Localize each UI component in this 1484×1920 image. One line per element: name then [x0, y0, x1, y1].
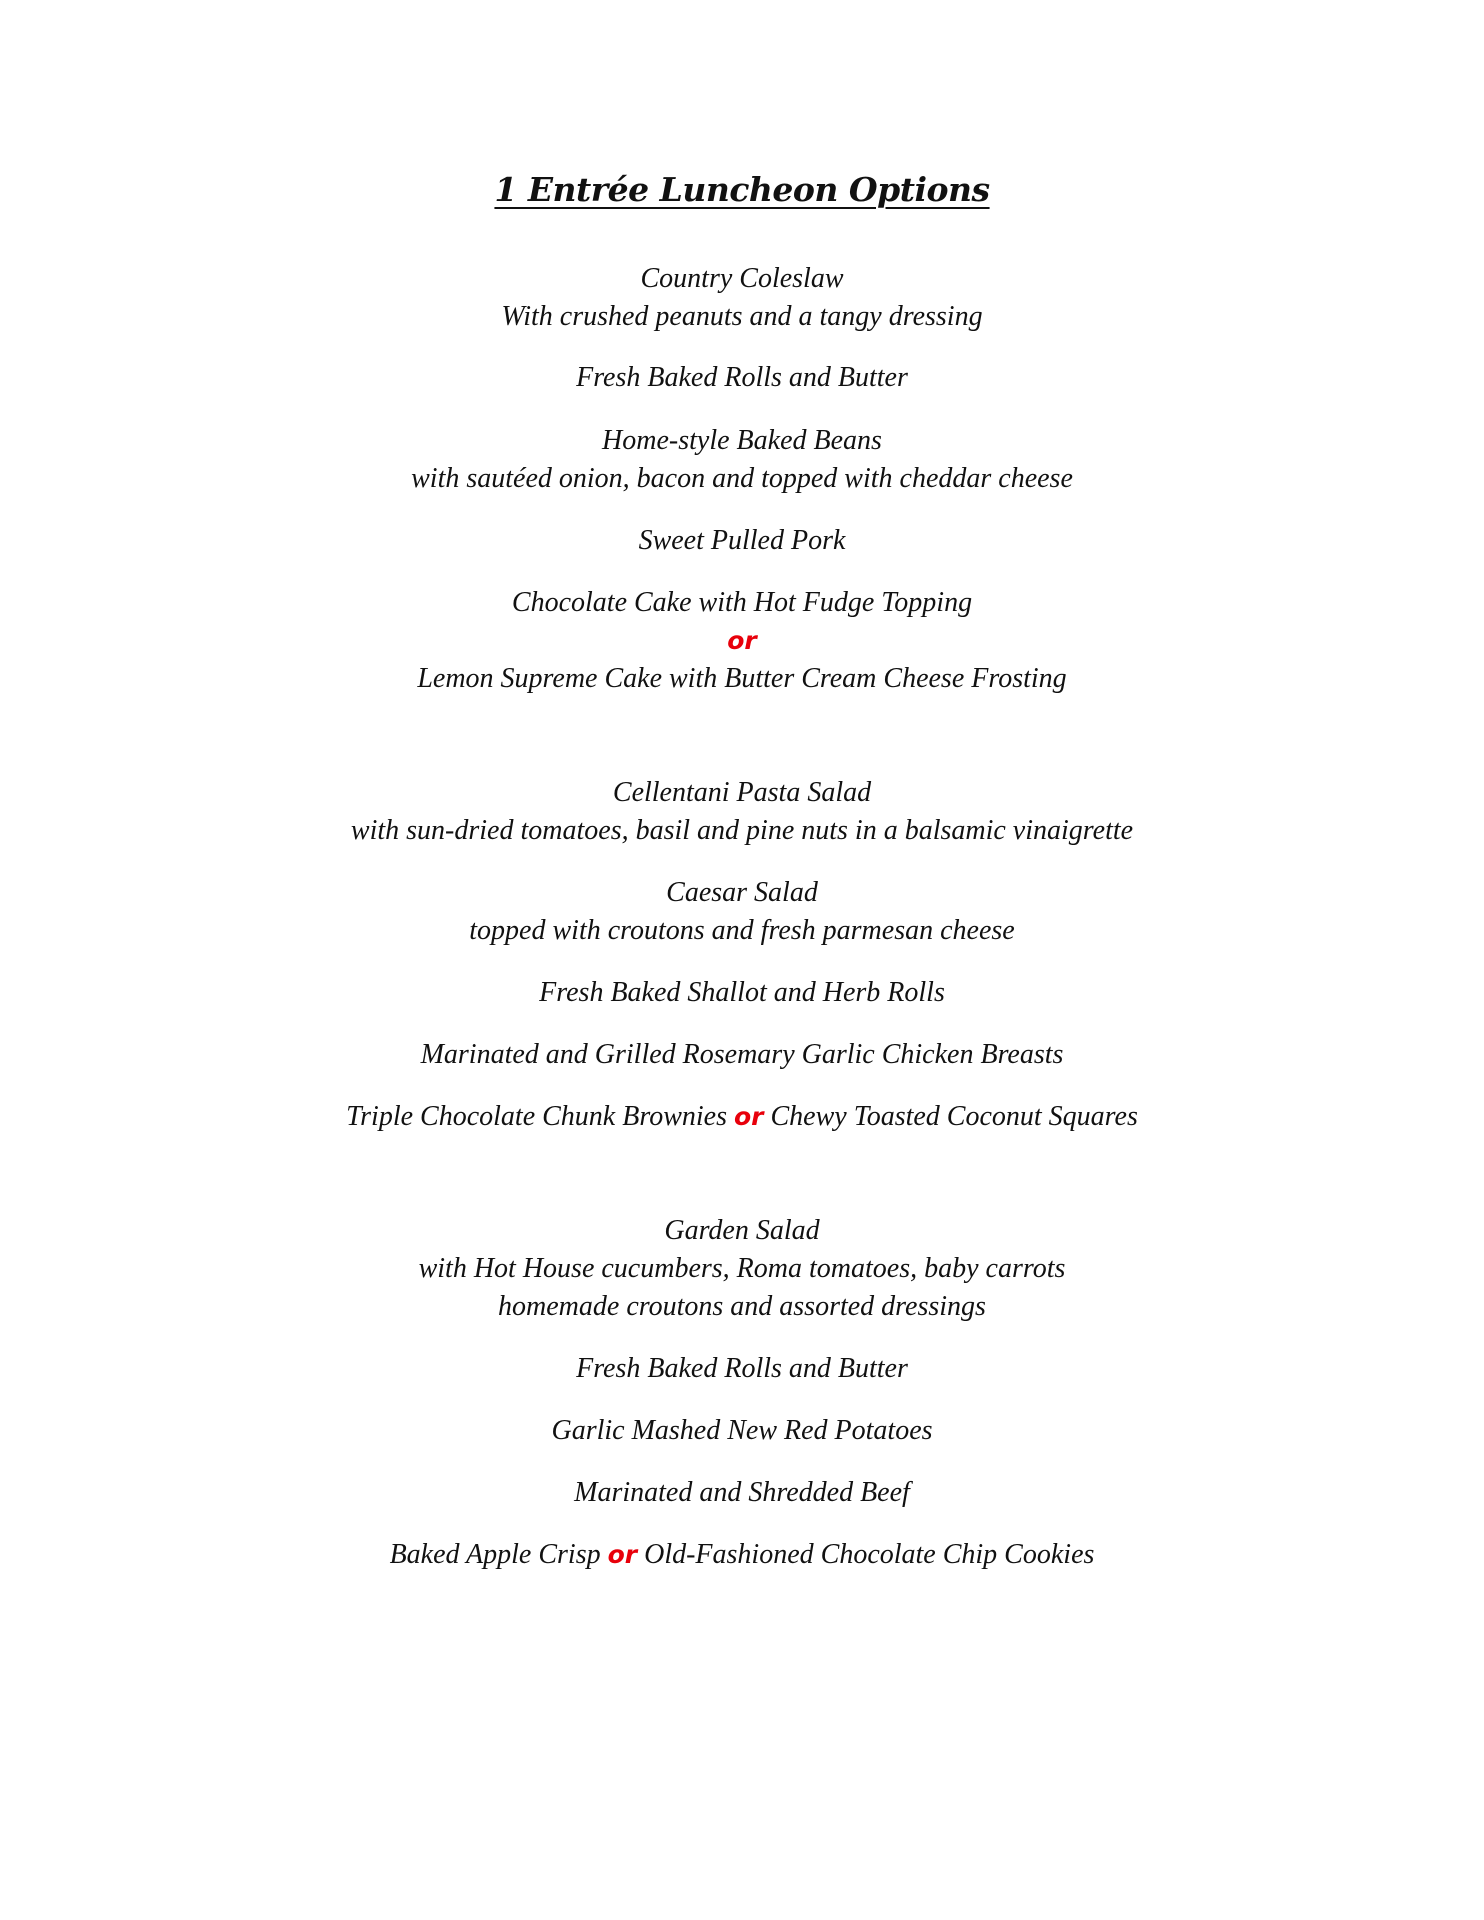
or-label: or — [727, 626, 757, 655]
menu3-dessert-line — [0, 1536, 1484, 1574]
menu3-salad-desc-1: with Hot House cucumbers, Roma tomatoes, baby carrots — [418, 1253, 1066, 1284]
menu2-caesar-desc: topped with croutons and fresh parmesan cheese — [469, 915, 1015, 946]
menu3-entree: Marinated and Shredded Beef — [574, 1477, 910, 1508]
page-title: 1 Entrée Luncheon Options — [494, 170, 990, 209]
menu2-dessert-line — [0, 1098, 1484, 1136]
menu2-entree: Marinated and Grilled Rosemary Garlic Chicken Breasts — [420, 1039, 1064, 1070]
menu3-salad: Garden Salad — [664, 1215, 820, 1246]
menu3-dessert-a: Baked Apple Crisp — [389, 1539, 601, 1570]
menu2-pasta: Cellentani Pasta Salad — [612, 777, 872, 808]
or-label: or — [607, 1540, 638, 1569]
menu1-entree: Sweet Pulled Pork — [638, 525, 846, 556]
menu1-beans-desc: with sautéed onion, bacon and topped with cheddar cheese — [411, 463, 1073, 494]
menu3-side: Garlic Mashed New Red Potatoes — [551, 1415, 933, 1446]
menu2-rolls: Fresh Baked Shallot and Herb Rolls — [539, 977, 945, 1008]
menu1-dessert-b: Lemon Supreme Cake with Butter Cream Cheese Frosting — [417, 663, 1067, 694]
menu1-rolls: Fresh Baked Rolls and Butter — [576, 362, 908, 393]
menu2-dessert-a: Triple Chocolate Chunk Brownies — [346, 1101, 727, 1132]
menu2-dessert-b: Chewy Toasted Coconut Squares — [770, 1101, 1138, 1132]
menu2-pasta-desc: with sun-dried tomatoes, basil and pine nuts in a balsamic vinaigrette — [350, 815, 1134, 846]
menu3-rolls: Fresh Baked Rolls and Butter — [576, 1353, 908, 1384]
menu1-coleslaw-desc: With crushed peanuts and a tangy dressing — [501, 301, 983, 332]
menu3-salad-desc-2: homemade croutons and assorted dressings — [498, 1291, 986, 1322]
menu1-dessert-a: Chocolate Cake with Hot Fudge Topping — [511, 587, 973, 618]
menu1-beans: Home-style Baked Beans — [602, 425, 882, 456]
menu1-coleslaw: Country Coleslaw — [640, 263, 844, 294]
or-label: or — [733, 1102, 764, 1131]
menu2-caesar: Caesar Salad — [666, 877, 818, 908]
menu1-or-divider — [0, 622, 1484, 660]
menu3-dessert-b: Old-Fashioned Chocolate Chip Cookies — [644, 1539, 1095, 1570]
